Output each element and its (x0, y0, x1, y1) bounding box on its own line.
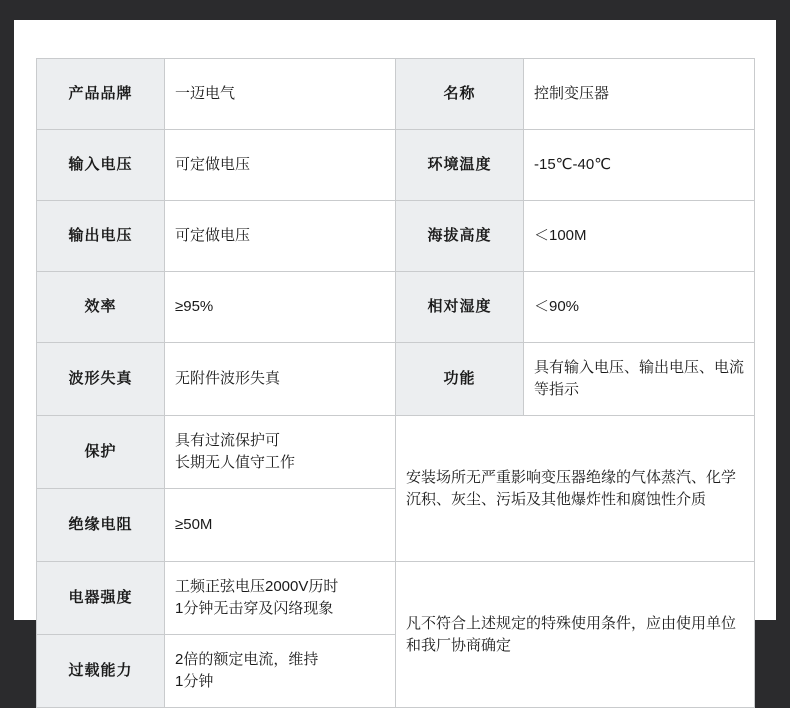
spec-label: 名称 (396, 59, 524, 130)
spec-label: 波形失真 (37, 343, 165, 416)
document-page (14, 20, 776, 690)
spec-label: 保护 (37, 416, 165, 489)
spec-label: 绝缘电阻 (37, 489, 165, 562)
spec-value-merged: 安装场所无严重影响变压器绝缘的气体蒸汽、化学沉积、灰尘、污垢及其他爆炸性和腐蚀性介质 (396, 416, 755, 562)
table-row (37, 416, 755, 489)
spec-value: 具有输入电压、输出电压、电流等指示 (524, 343, 755, 416)
spec-value: ≥50M (165, 489, 396, 562)
spec-value: ＜100M (524, 201, 755, 272)
table-row (37, 201, 755, 272)
table-row (37, 562, 755, 635)
spec-label: 产品品牌 (37, 59, 165, 130)
spec-value-merged: 凡不符合上述规定的特殊使用条件，应由使用单位和我厂协商确定 (396, 562, 755, 708)
spec-label: 相对湿度 (396, 272, 524, 343)
spec-value: 具有过流保护可 长期无人值守工作 (165, 416, 396, 489)
specification-table (36, 58, 755, 708)
spec-label: 功能 (396, 343, 524, 416)
spec-value: 一迈电气 (165, 59, 396, 130)
table-row (37, 130, 755, 201)
spec-value: 控制变压器 (524, 59, 755, 130)
spec-value: 无附件波形失真 (165, 343, 396, 416)
table-row (37, 272, 755, 343)
spec-label: 输入电压 (37, 130, 165, 201)
table-row (37, 59, 755, 130)
spec-value: 可定做电压 (165, 130, 396, 201)
spec-label: 电器强度 (37, 562, 165, 635)
spec-label: 环境温度 (396, 130, 524, 201)
spec-value: 工频正弦电压2000V历时 1分钟无击穿及闪络现象 (165, 562, 396, 635)
table-row (37, 343, 755, 416)
spec-value: 可定做电压 (165, 201, 396, 272)
spec-label: 过载能力 (37, 635, 165, 708)
spec-label: 海拔高度 (396, 201, 524, 272)
spec-value: ≥95% (165, 272, 396, 343)
spec-label: 输出电压 (37, 201, 165, 272)
spec-value: 2倍的额定电流，维持 1分钟 (165, 635, 396, 708)
spec-value: ＜90% (524, 272, 755, 343)
spec-value: -15℃-40℃ (524, 130, 755, 201)
spec-label: 效率 (37, 272, 165, 343)
